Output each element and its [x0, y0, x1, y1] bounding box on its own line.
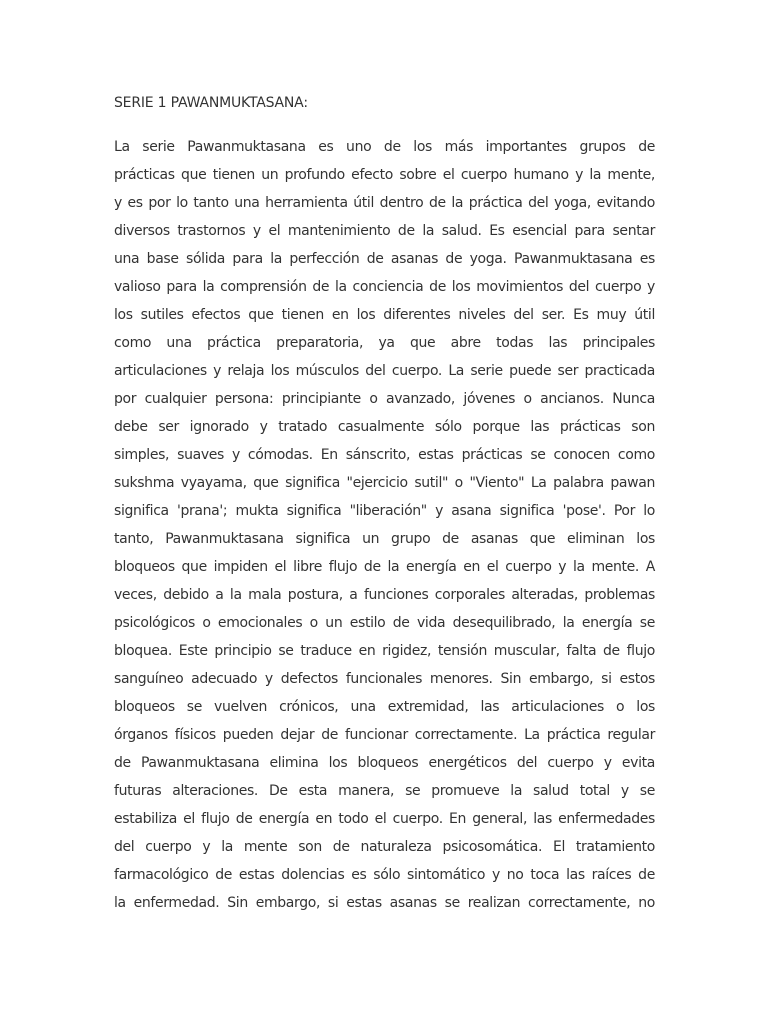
paragraph-line: bloquea. Este principio se traduce en rigidez, tensión muscular, falta de flujo	[114, 643, 655, 659]
paragraph-line: estabiliza el flujo de energía en todo el cuerpo. En general, las enfermedades	[114, 811, 655, 827]
paragraph-line: debe ser ignorado y tratado casualmente sólo porque las prácticas son	[114, 419, 655, 435]
paragraph-line: prácticas que tienen un profundo efecto sobre el cuerpo humano y la mente,	[114, 167, 655, 183]
paragraph-line: articulaciones y relaja los músculos del cuerpo. La serie puede ser practicada	[114, 363, 655, 379]
paragraph-line: psicológicos o emocionales o un estilo de vida desequilibrado, la energía se	[114, 615, 655, 631]
paragraph-line: sukshma vyayama, que significa "ejercicio sutil" o "Viento" La palabra pawan	[114, 475, 655, 491]
paragraph-line: simples, suaves y cómodas. En sánscrito, estas prácticas se conocen como	[114, 447, 655, 463]
paragraph-line: farmacológico de estas dolencias es sólo sintomático y no toca las raíces de	[114, 867, 655, 883]
paragraph-line: veces, debido a la mala postura, a funciones corporales alteradas, problemas	[114, 587, 655, 603]
paragraph-line: los sutiles efectos que tienen en los diferentes niveles del ser. Es muy útil	[114, 307, 655, 323]
paragraph-line: La serie Pawanmuktasana es uno de los más importantes grupos de	[114, 139, 655, 155]
paragraph-line: la enfermedad. Sin embargo, si estas asanas se realizan correctamente, no	[114, 895, 655, 911]
document-heading: SERIE 1 PAWANMUKTASANA:	[114, 95, 308, 111]
paragraph-line: significa 'prana'; mukta significa "liberación" y asana significa 'pose'. Por lo	[114, 503, 655, 519]
paragraph-line: bloqueos se vuelven crónicos, una extremidad, las articulaciones o los	[114, 699, 655, 715]
paragraph-line: una base sólida para la perfección de asanas de yoga. Pawanmuktasana es	[114, 251, 655, 267]
document-body-paragraph	[114, 133, 655, 917]
paragraph-line: y es por lo tanto una herramienta útil dentro de la práctica del yoga, evitando	[114, 195, 655, 211]
paragraph-line: futuras alteraciones. De esta manera, se promueve la salud total y se	[114, 783, 655, 799]
paragraph-line: sanguíneo adecuado y defectos funcionales menores. Sin embargo, si estos	[114, 671, 655, 687]
paragraph-line: por cualquier persona: principiante o avanzado, jóvenes o ancianos. Nunca	[114, 391, 655, 407]
paragraph-line: valioso para la comprensión de la conciencia de los movimientos del cuerpo y	[114, 279, 655, 295]
paragraph-line: bloqueos que impiden el libre flujo de la energía en el cuerpo y la mente. A	[114, 559, 655, 575]
paragraph-line: de Pawanmuktasana elimina los bloqueos energéticos del cuerpo y evita	[114, 755, 655, 771]
paragraph-line: tanto, Pawanmuktasana significa un grupo de asanas que eliminan los	[114, 531, 655, 547]
paragraph-line: como una práctica preparatoria, ya que abre todas las principales	[114, 335, 655, 351]
paragraph-line: órganos físicos pueden dejar de funcionar correctamente. La práctica regular	[114, 727, 655, 743]
paragraph-line: diversos trastornos y el mantenimiento de la salud. Es esencial para sentar	[114, 223, 655, 239]
paragraph-line: del cuerpo y la mente son de naturaleza psicosomática. El tratamiento	[114, 839, 655, 855]
